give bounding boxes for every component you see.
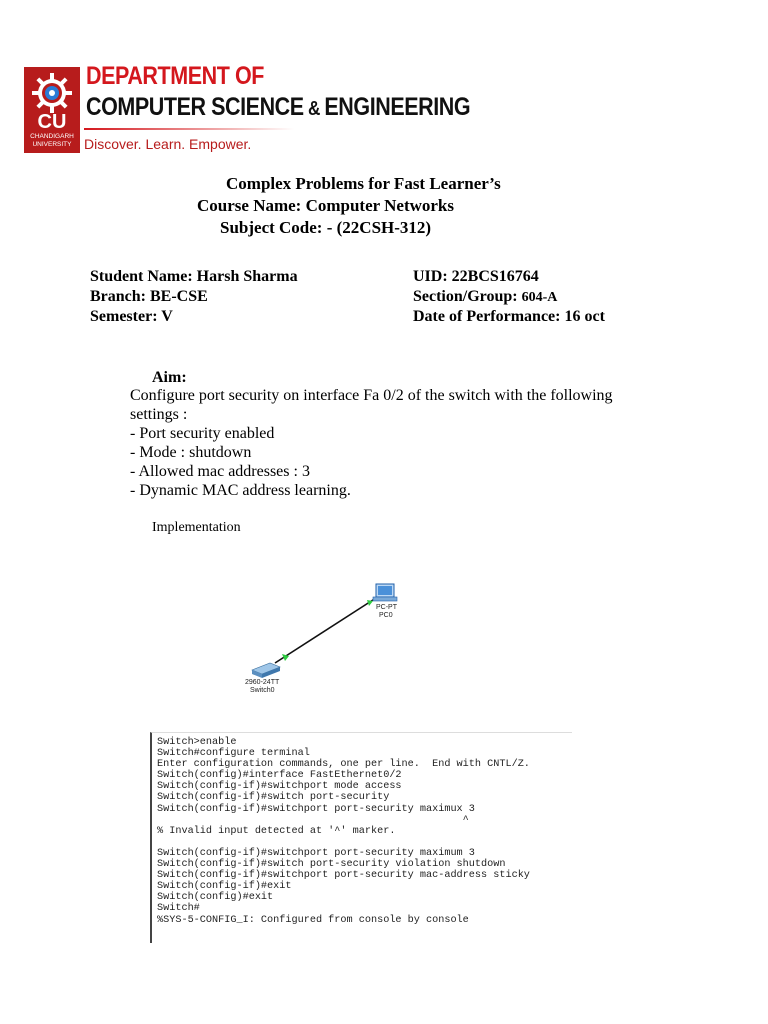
switch-name-label: Switch0	[250, 687, 275, 694]
aim-text-line1: Configure port security on interface Fa 0/2 of the switch with the following	[130, 387, 613, 404]
implementation-label: Implementation	[152, 520, 241, 535]
logo-initials: CU	[37, 111, 67, 133]
student-name: Student Name: Harsh Sharma	[90, 268, 298, 285]
course-name: Course Name: Computer Networks	[197, 196, 455, 215]
section-label: Section/Group:	[413, 288, 522, 305]
aim-list-item: - Mode : shutdown	[130, 444, 252, 461]
dept-line2-ampersand: &	[303, 98, 325, 120]
section-group	[413, 288, 557, 306]
header-rule	[84, 128, 294, 130]
section-value: 604-A	[521, 290, 558, 305]
logo-university-name: CHANDIGARH UNIVERSITY	[30, 133, 74, 148]
semester: Semester: V	[90, 308, 173, 325]
pc-type-label: PC-PT	[376, 604, 397, 611]
tagline: Discover. Learn. Empower.	[84, 136, 252, 152]
branch: Branch: BE-CSE	[90, 288, 208, 305]
network-topology	[230, 570, 430, 700]
aim-heading: Aim:	[152, 369, 187, 386]
university-logo	[24, 67, 80, 153]
subject-code: Subject Code: - (22CSH-312)	[220, 218, 432, 237]
dept-line2-part-b: ENGINEERING	[324, 93, 471, 121]
switch-type-label: 2960-24TT	[245, 679, 280, 686]
cli-output: Switch>enable Switch#configure terminal Enter configuration commands, one per line. End with CNTL/Z. Switch(config)#interface FastEthernet0/2 Switch(config-if)#switchport mode access Switch(config-if)#switch port-security Switch(config-if)#switchport port-security maximux 3 ^ % Invalid input detected at '^' marker. Switch(config-if)#switchport port-security maximum 3 Switch(config-if)#switch port-security violation shutdown Switch(config-if)#switchport port-security mac-address sticky Switch(config-if)#exit Switch(config)#exit Switch# %SYS-5-CONFIG_I: Configured from console by console	[157, 737, 530, 926]
pc-icon	[373, 584, 397, 601]
uid: UID: 22BCS16764	[413, 268, 539, 285]
switch-icon	[252, 663, 280, 678]
document-title: Complex Problems for Fast Learner’s	[226, 174, 501, 193]
department-title-line1: DEPARTMENT OF	[86, 62, 264, 90]
dept-line2-part-a: COMPUTER SCIENCE	[86, 93, 304, 121]
aim-list-item: - Port security enabled	[130, 425, 275, 442]
aim-list-item: - Allowed mac addresses : 3	[130, 463, 310, 480]
cli-console-screenshot	[150, 732, 572, 943]
pc-name-label: PC0	[379, 612, 393, 619]
department-title-line2	[86, 93, 470, 122]
aim-text-line2: settings :	[130, 406, 188, 423]
date-of-performance: Date of Performance: 16 oct	[413, 308, 605, 325]
gear-emblem-icon	[30, 71, 74, 115]
network-link	[275, 598, 376, 663]
aim-list-item: - Dynamic MAC address learning.	[130, 482, 351, 499]
